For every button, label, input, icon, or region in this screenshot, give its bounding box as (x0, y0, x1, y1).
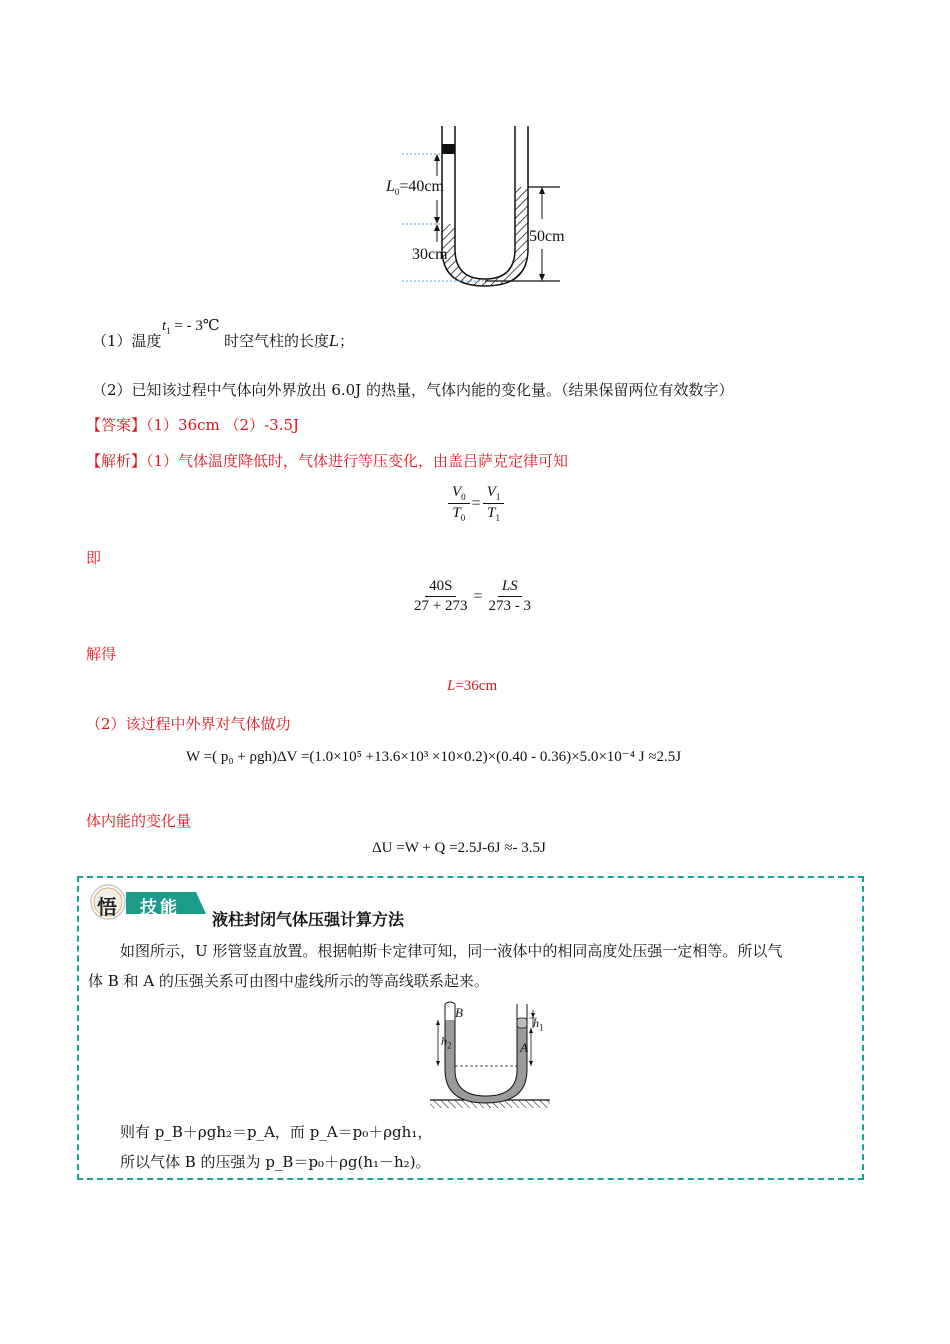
eq2-left-fraction (410, 578, 471, 615)
skill-para-line2: 体 B 和 A 的压强关系可由图中虚线所示的等高线联系起来。 (88, 972, 489, 990)
fig2-h1-var: h (533, 1016, 539, 1030)
skill-line2: 所以气体 B 的压强为 p_B＝p₀＋ρg(h₁－h₂)。 (120, 1153, 431, 1171)
badge-char: 悟 (97, 895, 117, 919)
fig2-h2-sub: 2 (447, 1040, 452, 1051)
q1-t-value: = - 3℃ (174, 318, 220, 334)
analysis-text: （1）气体温度降低时，气体进行等压变化，由盖吕萨克定律可知 (146, 452, 569, 470)
result-L (447, 678, 497, 695)
eq1-right-fraction (483, 484, 505, 523)
eq1-den-left-sub: 0 (460, 513, 466, 523)
eq1-num-left: V (452, 484, 462, 500)
label-50cm: 50cm (529, 228, 565, 245)
analysis-line (86, 450, 568, 471)
question-2: （2）已知该过程中气体向外界放出 6.0J 的热量，气体内能的变化量。（结果保留两位有效数字） (92, 381, 734, 399)
eq1-num-right: V (486, 484, 496, 500)
analysis-tag: 【解析】 (86, 452, 147, 470)
q1-prefix: （1）温度 (92, 332, 162, 350)
q1-t-symbol: t (162, 318, 167, 334)
q1-suffix-var: L (329, 332, 339, 350)
fig2-h2-var: h (441, 1034, 447, 1048)
eq2-num-left: 40S (425, 578, 456, 597)
eq2-right-fraction (485, 578, 536, 615)
q1-temperature (162, 316, 220, 336)
question-1 (92, 330, 162, 351)
eq2-equals: = (473, 587, 483, 605)
ji-label: 即 (86, 549, 102, 567)
eq2-den-left: 27 + 273 (414, 598, 468, 614)
badge-label: 技能 (140, 898, 180, 918)
answer-text: （1）36cm （2）-3.5J (146, 416, 300, 434)
label-L0-sub: 0 (394, 187, 400, 198)
energy-intro: 体内能的变化量 (86, 812, 192, 830)
fig2-h1-sub: 1 (539, 1022, 544, 1033)
answer-tag: 【答案】 (86, 416, 147, 434)
eq1-den-left: T (452, 505, 461, 521)
jiede-label: 解得 (86, 645, 117, 663)
skill-title: 液柱封闭气体压强计算方法 (212, 910, 405, 929)
eq1-num-right-sub: 1 (495, 492, 501, 502)
result-L-value: =36cm (455, 678, 498, 694)
fig2-label-h2 (441, 1034, 452, 1050)
equation-substitution (410, 578, 535, 615)
q1-t-sub: 1 (166, 326, 171, 336)
q1-suffix-end: ； (338, 332, 354, 350)
energy-equation: ΔU =W + Q =2.5J-6J ≈- 3.5J (372, 840, 546, 856)
eq2-num-right: LS (498, 578, 522, 597)
skill-badge (88, 884, 208, 920)
q1-suffix (224, 330, 354, 351)
work-equation: W =( p₀ + ρgh)ΔV =(1.0×10⁵ +13.6×10³ ×10×0.2)×(0.40 - 0.36)×5.0×10⁻⁴ J ≈2.5J (186, 749, 682, 765)
fig2-label-h1 (533, 1016, 544, 1032)
fig2-label-A: A (520, 1040, 528, 1055)
answer-line (86, 414, 299, 435)
eq1-den-right-sub: 1 (495, 513, 500, 523)
label-L0-value: =40cm (399, 178, 444, 195)
work-intro: （2）该过程中外界对气体做功 (86, 715, 291, 733)
eq2-den-right: 273 - 3 (488, 598, 531, 614)
equation-gay-lussac (448, 484, 504, 523)
eq1-den-right: T (487, 505, 496, 521)
u-tube-figure (380, 124, 580, 289)
skill-line1: 则有 p_B＋ρgh₂＝p_A，而 p_A＝p₀＋ρgh₁， (120, 1123, 433, 1141)
eq1-equals: = (471, 494, 481, 512)
fig2-label-B: B (455, 1005, 463, 1020)
label-L0-var: L (386, 178, 395, 195)
eq1-left-fraction (448, 484, 470, 523)
eq1-num-left-sub: 0 (461, 492, 466, 502)
label-30cm: 30cm (412, 246, 448, 263)
skill-para-line1: 如图所示，U 形管竖直放置。根据帕斯卡定律可知，同一液体中的相同高度处压强一定相等。所以气 (120, 942, 783, 960)
q1-suffix-text: 时空气柱的长度 (224, 332, 330, 350)
result-L-var: L (447, 678, 456, 694)
label-L0 (386, 178, 444, 197)
